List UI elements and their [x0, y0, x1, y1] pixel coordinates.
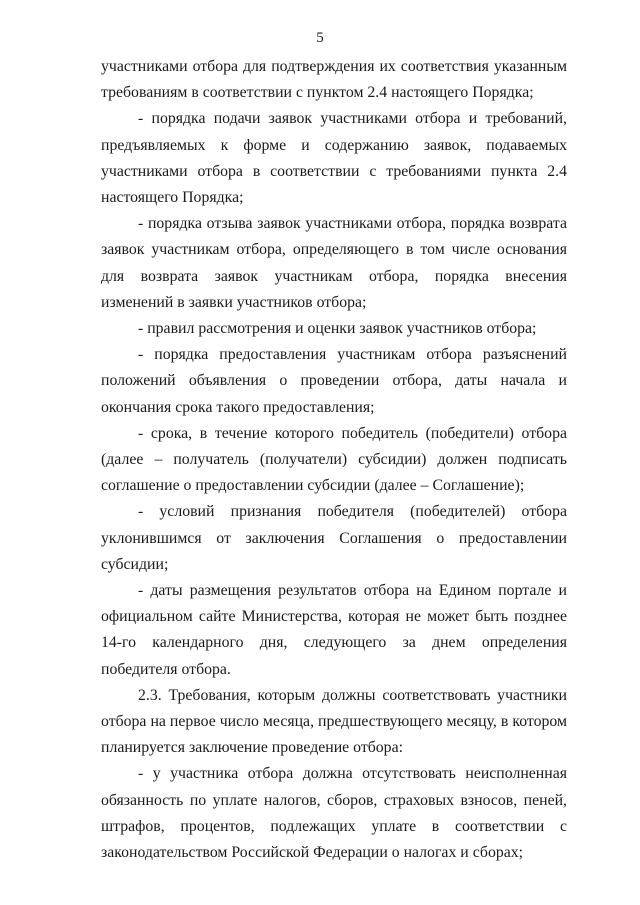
- paragraph-continuation: участниками отбора для подтверждения их соответствия указанным требованиям в соответствии с пунктом 2.4 настоящего Порядка;: [101, 58, 567, 102]
- document-body: [101, 54, 567, 866]
- list-item-application-procedure: - порядка подачи заявок участниками отбора и требований, предъявляемых к форме и содержанию заявок, подаваемых участниками отбора в соответствии с требованиями пункта 2.4 настоящего Порядка;: [101, 110, 567, 207]
- list-item-tax-obligations: - у участника отбора должна отсутствовать неисполненная обязанность по уплате налогов, сборов, страховых взносов, пеней, штрафов, процентов, подлежащих уплате в соответствии с законодательством Российской Федерации о налогах и сборах;: [101, 765, 567, 862]
- page-number: 5: [316, 30, 324, 46]
- list-item-signing-deadline: - срока, в течение которого победитель (победители) отбора (далее – получатель (получатели) субсидии) должен подписать соглашение о предоставлении субсидии (далее – Соглашение);: [101, 424, 567, 495]
- section-2-3-heading-paragraph: 2.3. Требования, которым должны соответствовать участники отбора на первое число месяца, предшествующего месяцу, в котором планируется заключение проведение отбора:: [101, 686, 567, 757]
- list-item-clarifications: - порядка предоставления участникам отбора разъяснений положений объявления о проведении отбора, даты начала и окончания срока такого предоставления;: [101, 346, 567, 416]
- list-item-withdrawal-procedure: - порядка отзыва заявок участниками отбора, порядка возврата заявок участникам отбора, определяющего в том числе основания для возврата заявок участникам отбора, порядка внесения изменений в заявки участников отбора;: [101, 215, 567, 311]
- list-item-review-rules: - правил рассмотрения и оценки заявок участников отбора;: [138, 320, 537, 338]
- list-item-evasion-conditions: - условий признания победителя (победителей) отбора уклонившимся от заключения Соглашения о предоставлении субсидии;: [101, 503, 567, 573]
- list-item-results-publication: - даты размещения результатов отбора на Едином портале и официальном сайте Министерства, которая не может быть позднее 14-го календарного дня, следующего за днем определения победителя отбора.: [101, 582, 567, 678]
